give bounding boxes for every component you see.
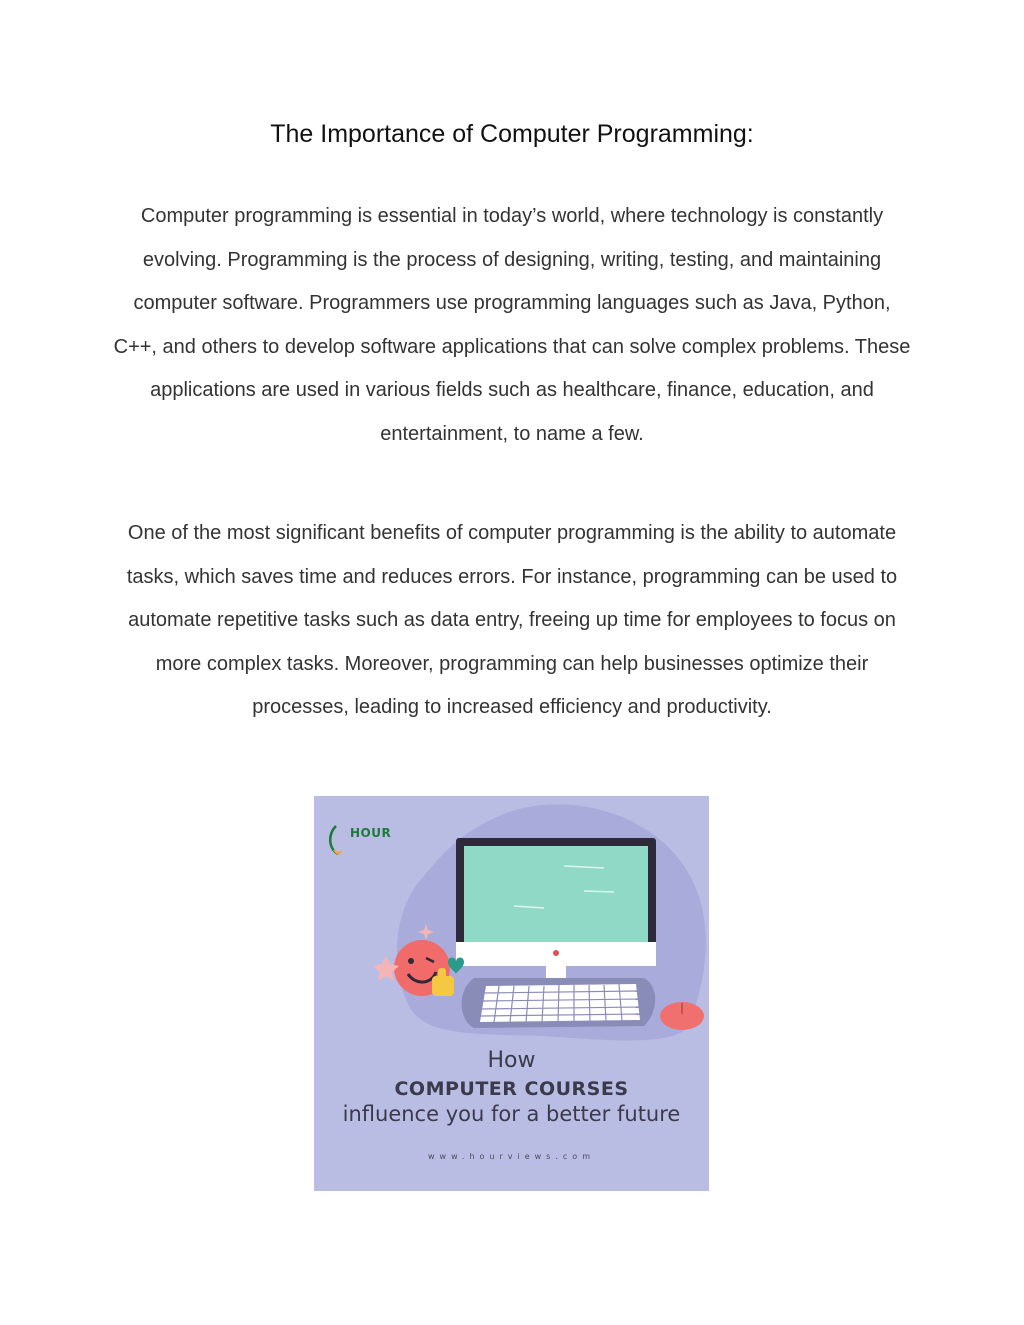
poster-heading-courses: COMPUTER COURSES (394, 1078, 629, 1100)
brand-logo (328, 820, 392, 860)
paragraph-benefits: One of the most significant benefits of computer programming is the ability to automate tasks, which saves time and reduces errors. For instance, programming can be used to automate repetitive tasks such as data entry, freeing up time for employees to focus on more complex tasks. Moreover, programming can help businesses optimize their processes, leading to increased efficiency and productivity. (126, 522, 898, 718)
promo-image (314, 796, 709, 1191)
poster-url: www.hourviews.com (428, 1152, 595, 1161)
mouse-icon (660, 1002, 704, 1030)
poster-heading-how: How (487, 1048, 536, 1073)
page-title: The Importance of Computer Programming: (270, 120, 754, 148)
poster-subheading: influence you for a better future (342, 1102, 681, 1126)
computer-monitor-icon (456, 838, 656, 984)
keyboard-icon (462, 978, 656, 1028)
paragraph-intro: Computer programming is essential in today’s world, where technology is constantly evolving. Programming is the process of designing, writing, testing, and maintaining computer software. Programmers use programming languages such as Java, Python, C++, and others to develop software applications that can solve complex problems. These applications are used in various fields such as healthcare, finance, education, and entertainment, to name a few. (113, 205, 911, 445)
logo-text: HOUR (350, 826, 392, 840)
